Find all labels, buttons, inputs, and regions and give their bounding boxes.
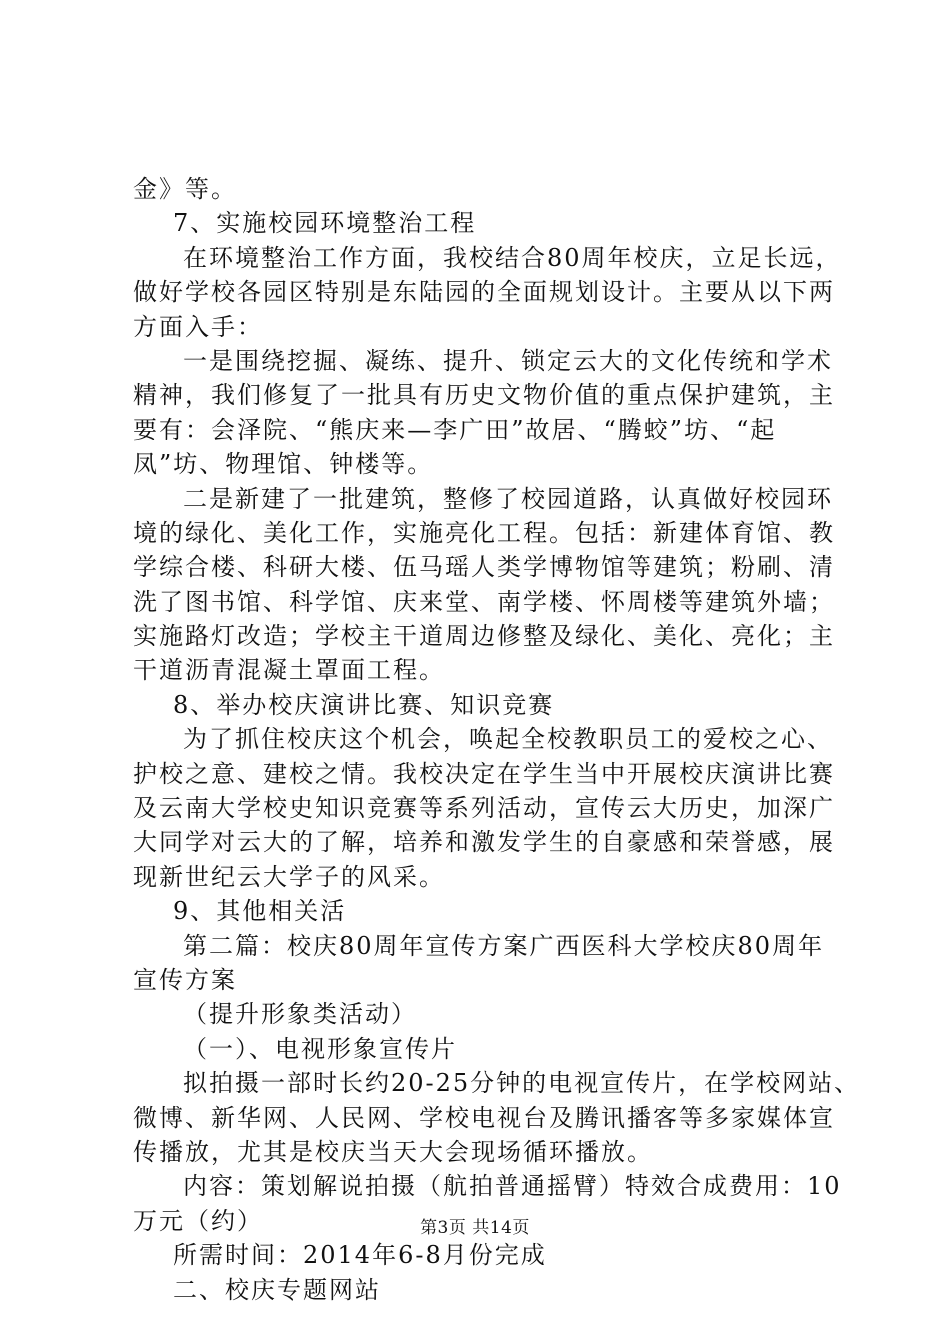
text-line: 二、校庆专题网站 xyxy=(173,1275,381,1304)
document-body xyxy=(133,172,861,1307)
text-line: 传播放，尤其是校庆当天大会现场循环播放。 xyxy=(133,1137,653,1166)
text-line: 8、举办校庆演讲比赛、知识竞赛 xyxy=(173,690,555,719)
text-line: 及云南大学校史知识竞赛等系列活动，宣传云大历史，加深广 xyxy=(133,794,835,823)
page-footer: 第3页 共14页 xyxy=(420,1218,530,1238)
text-line: 内容：策划解说拍摄（航拍普通摇臂）特效合成费用：10 xyxy=(183,1172,842,1201)
text-line: 学综合楼、科研大楼、伍马瑶人类学博物馆等建筑；粉刷、清 xyxy=(133,553,835,582)
text-line: 要有：会泽院、“熊庆来—李广田”故居、“腾蛟”坊、“起 xyxy=(133,415,777,444)
text-line: 所需时间：2014年6-8月份完成 xyxy=(173,1241,547,1270)
text-line: 第二篇：校庆80周年宣传方案广西医科大学校庆80周年 xyxy=(183,931,825,960)
text-line: 9、其他相关活 xyxy=(173,897,347,926)
text-line: 在环境整治工作方面，我校结合80周年校庆，立足长远， xyxy=(183,243,842,272)
text-line: （一）、电视形象宣传片 xyxy=(183,1034,457,1063)
text-line: 洗了图书馆、科学馆、庆来堂、南学楼、怀周楼等建筑外墙； xyxy=(133,587,835,616)
text-line: 凤”坊、物理馆、钟楼等。 xyxy=(133,450,434,479)
text-line: 7、实施校园环境整治工程 xyxy=(173,209,477,238)
text-line: 金》等。 xyxy=(133,175,237,203)
text-line: 实施路灯改造；学校主干道周边修整及绿化、美化、亮化；主 xyxy=(133,622,835,651)
text-line: 境的绿化、美化工作，实施亮化工程。包括：新建体育馆、教 xyxy=(133,518,835,547)
text-line: 二是新建了一批建筑，整修了校园道路，认真做好校园环 xyxy=(183,484,833,513)
text-line: 现新世纪云大学子的风采。 xyxy=(133,862,445,891)
text-line: 大同学对云大的了解，培养和激发学生的自豪感和荣誉感，展 xyxy=(133,828,835,857)
text-line: 万元（约） xyxy=(133,1206,263,1235)
text-line: 拟拍摄一部时长约20-25分钟的电视宣传片，在学校网站、 xyxy=(183,1069,861,1098)
text-line: 做好学校各园区特别是东陆园的全面规划设计。主要从以下两 xyxy=(133,278,835,307)
text-line: 精神，我们修复了一批具有历史文物价值的重点保护建筑，主 xyxy=(133,381,835,410)
text-line: 方面入手： xyxy=(133,312,263,341)
text-line: 一是围绕挖掘、凝练、提升、锁定云大的文化传统和学术 xyxy=(183,346,833,375)
text-line: 微博、新华网、人民网、学校电视台及腾讯播客等多家媒体宣 xyxy=(133,1103,835,1132)
text-line: 干道沥青混凝土罩面工程。 xyxy=(133,656,445,685)
text-line: （提升形象类活动） xyxy=(183,1000,417,1029)
text-line: 宣传方案 xyxy=(133,965,237,994)
text-line: 为了抓住校庆这个机会，唤起全校教职员工的爱校之心、 xyxy=(183,725,833,754)
text-line: 护校之意、建校之情。我校决定在学生当中开展校庆演讲比赛 xyxy=(133,759,835,788)
